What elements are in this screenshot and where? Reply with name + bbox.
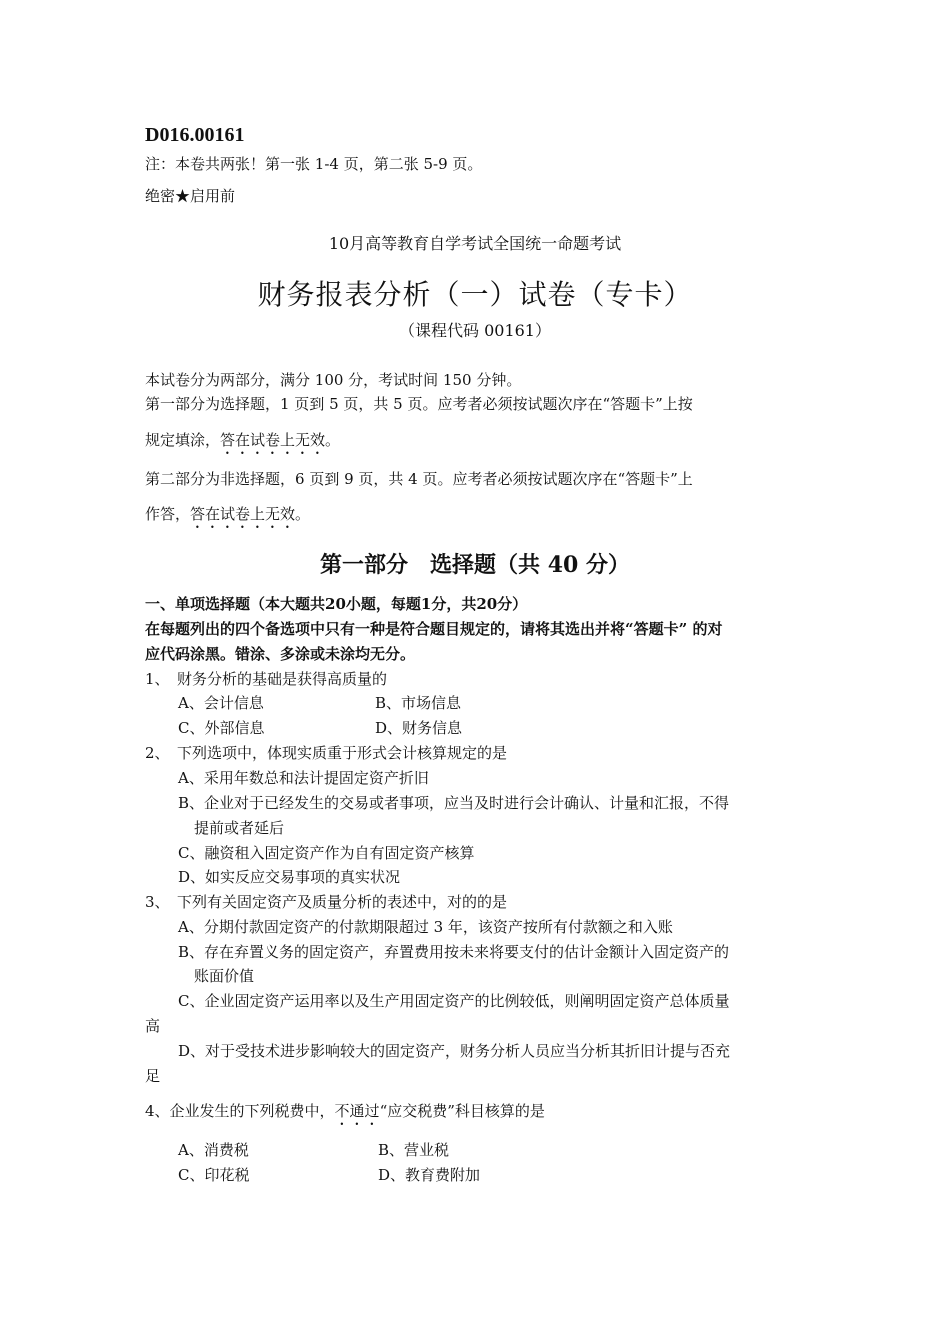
question-2-option-b: B、企业对于已经发生的交易或者事项，应当及时进行会计确认、计量和汇报，不得: [178, 794, 730, 812]
instruction-line-5: [145, 503, 310, 532]
section-instruction-2: 应代码涂黑。错涂、多涂或未涂均无分。: [145, 645, 416, 663]
question-1-option-d: D、财务信息: [375, 719, 463, 737]
question-3-option-d: D、对于受技术进步影响较大的固定资产，财务分析人员应当分析其折旧计提与否充: [178, 1042, 731, 1060]
question-2-option-a: A、采用年数总和法计提固定资产折旧: [178, 769, 429, 787]
instruction-line-1: 本试卷分为两部分，满分 100 分，考试时间 150 分钟。: [145, 371, 522, 389]
question-text: “应交税费”科目核算的是: [379, 1102, 545, 1120]
question-2-option-c: C、融资租入固定资产作为自有固定资产核算: [178, 844, 475, 862]
question-3-option-c: C、企业固定资产运用率以及生产用固定资产的比例较低，则阐明固定资产总体质量: [178, 992, 730, 1010]
question-3-option-a: A、分期付款固定资产的付款期限超过 3 年，该资产按所有付款额之和入账: [178, 918, 673, 936]
instruction-line-3: [145, 429, 340, 458]
page-note: 注：本卷共两张！第一张 1-4 页，第二张 5-9 页。: [145, 155, 483, 173]
question-4-option-a: A、消费税: [178, 1141, 249, 1159]
emphasis-text: 不通过: [334, 1102, 380, 1120]
section-instruction-1: 在每题列出的四个备选项中只有一种是符合题目规定的，请将其选出并将“答题卡” 的对: [145, 620, 723, 638]
question-3-option-d-cont: 足: [145, 1067, 161, 1085]
instruction-text: 。: [295, 505, 311, 523]
exam-name: 10月高等教育自学考试全国统一命题考试: [328, 234, 622, 253]
question-text: 4、企业发生的下列税费中，: [145, 1102, 335, 1120]
instruction-line-4: 第二部分为非选择题，6 页到 9 页，共 4 页。应考者必须按试题次序在“答题卡”上: [145, 470, 693, 488]
question-1-stem: 1、 财务分析的基础是获得高质量的: [145, 670, 388, 688]
question-1-option-b: B、市场信息: [375, 694, 462, 712]
question-3-stem: 3、 下列有关固定资产及质量分析的表述中，对的的是: [145, 893, 508, 911]
section-title: 一、单项选择题（本大题共20小题，每题1分，共20分）: [145, 595, 528, 613]
instruction-text: 作答，: [145, 505, 191, 523]
instruction-line-2: 第一部分为选择题，1 页到 5 页，共 5 页。应考者必须按试题次序在“答题卡”上按: [145, 395, 693, 413]
question-3-option-b-cont: 账面价值: [194, 967, 255, 985]
emphasis-text: 答在试卷上无效: [190, 505, 296, 523]
question-2-option-d: D、如实反应交易事项的真实状况: [178, 868, 401, 886]
document-code: D016.00161: [145, 124, 245, 146]
question-1-option-c: C、外部信息: [178, 719, 265, 737]
question-3-option-b: B、存在弃置义务的固定资产，弃置费用按未来将要支付的估计金额计入固定资产的: [178, 943, 730, 961]
confidential-label: 绝密★启用前: [145, 187, 236, 205]
part-heading: 第一部分 选择题（共 40 分）: [320, 552, 630, 578]
instruction-text: 。: [325, 431, 341, 449]
instruction-text: 规定填涂，: [145, 431, 221, 449]
emphasis-text: 答在试卷上无效: [220, 431, 326, 449]
question-3-option-c-cont: 高: [145, 1017, 161, 1035]
course-code: （课程代码 00161）: [399, 321, 551, 340]
question-2-stem: 2、 下列选项中，体现实质重于形式会计核算规定的是: [145, 744, 508, 762]
question-4-option-d: D、教育费附加: [378, 1166, 481, 1184]
question-4-stem: [145, 1100, 545, 1129]
question-4-option-b: B、营业税: [378, 1141, 450, 1159]
exam-title: 财务报表分析（一）试卷（专卡）: [257, 278, 693, 311]
question-4-option-c: C、印花税: [178, 1166, 250, 1184]
question-1-option-a: A、会计信息: [178, 694, 264, 712]
question-2-option-b-cont: 提前或者延后: [194, 819, 285, 837]
